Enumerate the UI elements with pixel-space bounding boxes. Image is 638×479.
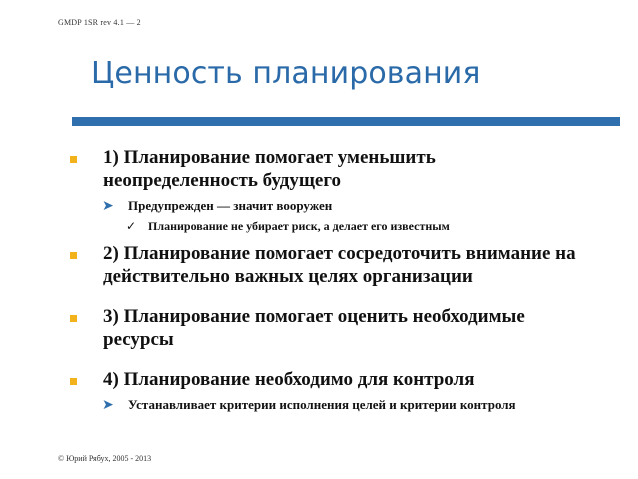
subsub-bullet-item	[126, 218, 600, 234]
sub-bullet-text: Устанавливает критерии исполнения целей и критерии контроля	[128, 397, 516, 412]
bullet-item-4	[70, 368, 600, 413]
subsub-bullet-text: Планирование не убирает риск, а делает его известным	[148, 219, 450, 233]
bullet-text: 2) Планирование помогает сосредоточить внимание на действительно важных целях организации	[103, 243, 576, 287]
bullet-text: 1) Планирование помогает уменьшить неопределенность будущего	[103, 147, 436, 191]
arrow-right-icon: ➤	[102, 397, 114, 413]
square-bullet-icon	[70, 252, 77, 259]
title-underline	[72, 117, 620, 126]
bullet-text: 4) Планирование необходимо для контроля	[103, 369, 475, 390]
checkmark-icon: ✓	[126, 219, 137, 233]
bullet-item-1	[70, 146, 600, 234]
sub-bullet-item	[102, 397, 600, 413]
sub-bullet-text: Предупрежден — значит вооружен	[128, 198, 333, 213]
footer-copyright: © Юрий Рябух, 2005 - 2013	[58, 454, 152, 463]
bullet-text: 3) Планирование помогает оценить необходимые ресурсы	[103, 306, 525, 350]
header-meta: GMDP 1SR rev 4.1 — 2	[58, 18, 141, 27]
square-bullet-icon	[70, 378, 77, 385]
sub-bullet-item	[102, 198, 600, 214]
slide-title: Ценность планирования	[91, 56, 481, 91]
square-bullet-icon	[70, 156, 77, 163]
square-bullet-icon	[70, 315, 77, 322]
bullet-item-3	[70, 305, 600, 351]
arrow-right-icon: ➤	[102, 198, 114, 214]
bullet-item-2	[70, 242, 600, 288]
